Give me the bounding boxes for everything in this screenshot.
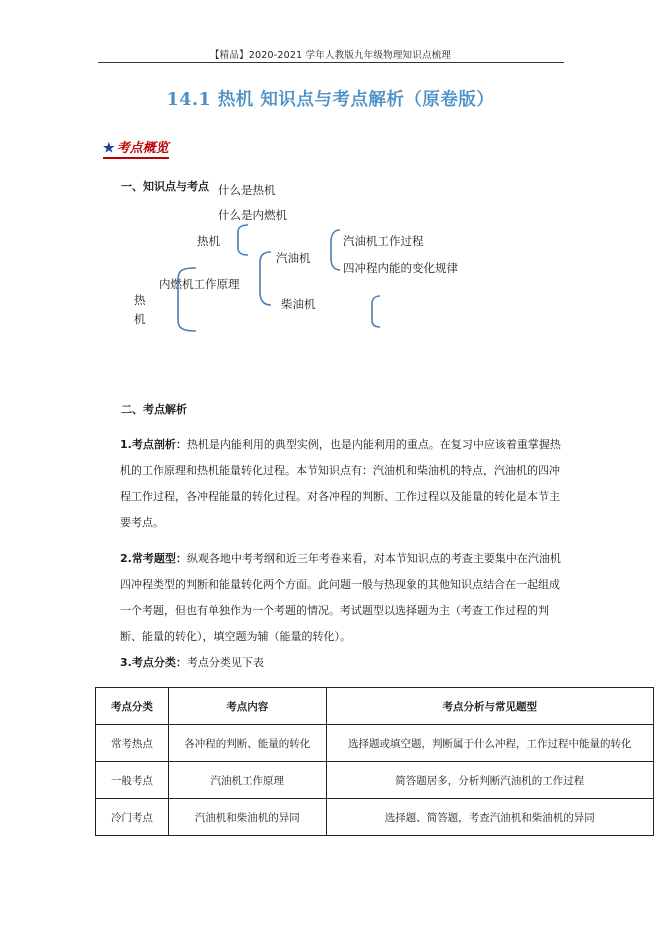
page-title: 14.1 热机 知识点与考点解析（原卷版） xyxy=(166,90,495,110)
table-cell: 各冲程的判断、能量的转化 xyxy=(168,725,326,762)
paragraph-classification-text: 考点分类见下表 xyxy=(186,656,264,669)
exam-points-table xyxy=(95,687,654,836)
paragraph-question-types-label: 2.常考题型： xyxy=(120,552,187,565)
star-icon: ★ xyxy=(103,141,115,156)
table-cell: 选择题、简答题，考查汽油机和柴油机的异同 xyxy=(326,799,653,836)
mindmap-braces xyxy=(0,0,661,400)
mindmap-diesel-engine: 柴油机 xyxy=(281,297,316,311)
table-row xyxy=(96,725,654,762)
table-cell: 简答题居多，分析判断汽油机的工作过程 xyxy=(326,762,653,799)
table-cell: 汽油机工作原理 xyxy=(168,762,326,799)
table-cell: 一般考点 xyxy=(96,762,169,799)
mindmap-what-is-ic-engine: 什么是内燃机 xyxy=(218,208,287,222)
paragraph-classification-label: 3.考点分类： xyxy=(120,656,187,669)
table-row xyxy=(96,799,654,836)
mindmap-root-bottom: 机 xyxy=(134,312,146,326)
mindmap-ic-principle: 内燃机工作原理 xyxy=(159,277,240,291)
section2-heading: 二、考点解析 xyxy=(121,403,187,416)
brace-ic-engine xyxy=(260,252,271,305)
mindmap-gasoline-process: 汽油机工作过程 xyxy=(343,234,424,248)
mindmap-four-stroke-energy: 四冲程内能的变化规律 xyxy=(343,261,458,275)
mindmap-what-is-heat-engine: 什么是热机 xyxy=(218,183,276,197)
table-header-analysis: 考点分析与常见题型 xyxy=(326,688,653,725)
table-cell: 常考热点 xyxy=(96,725,169,762)
paragraph-analysis-text: 热机是内能利用的典型实例，也是内能利用的重点。在复习中应该着重掌握热机的工作原理和热机能量转化过程。本节知识点有：汽油机和柴油机的特点，汽油机的四冲程工作过程，各冲程能量的转化过程。对各冲程的判断、工作过程以及能量的转化是本节主要考点。 xyxy=(120,438,561,529)
table-header-content: 考点内容 xyxy=(168,688,326,725)
table-row xyxy=(96,762,654,799)
mindmap-heat-engine: 热机 xyxy=(197,234,220,248)
table-header-row xyxy=(96,688,654,725)
paragraph-question-types xyxy=(120,546,563,650)
paragraph-analysis xyxy=(120,432,563,536)
table-cell: 冷门考点 xyxy=(96,799,169,836)
table-cell: 汽油机和柴油机的异同 xyxy=(168,799,326,836)
overview-label: 考点概览 xyxy=(116,141,169,156)
brace-diesel xyxy=(372,296,380,327)
paragraph-classification xyxy=(120,650,563,676)
brace-heat-engine xyxy=(238,225,248,255)
table-cell: 选择题或填空题，判断属于什么冲程，工作过程中能量的转化 xyxy=(326,725,653,762)
brace-root xyxy=(178,268,196,331)
mindmap-gasoline-engine: 汽油机 xyxy=(276,251,311,265)
brace-gasoline xyxy=(331,230,340,270)
page-header: 【精品】2020-2021 学年人教版九年级物理知识点梳理 xyxy=(209,50,452,61)
mindmap-root-top: 热 xyxy=(134,293,146,307)
table-header-category: 考点分类 xyxy=(96,688,169,725)
paragraph-analysis-label: 1.考点剖析： xyxy=(120,438,187,451)
paragraph-question-types-text: 纵观各地中考考纲和近三年考卷来看，对本节知识点的考查主要集中在汽油机四冲程类型的判断和能量转化两个方面。此问题一般与热现象的其他知识点结合在一起组成一个考题，但也有单独作为一个考题的情况。考试题型以选择题为主（考查工作过程的判断、能量的转化），填空题为辅（能量的转化）。 xyxy=(120,552,561,643)
section1-heading: 一、知识点与考点 xyxy=(121,180,209,193)
